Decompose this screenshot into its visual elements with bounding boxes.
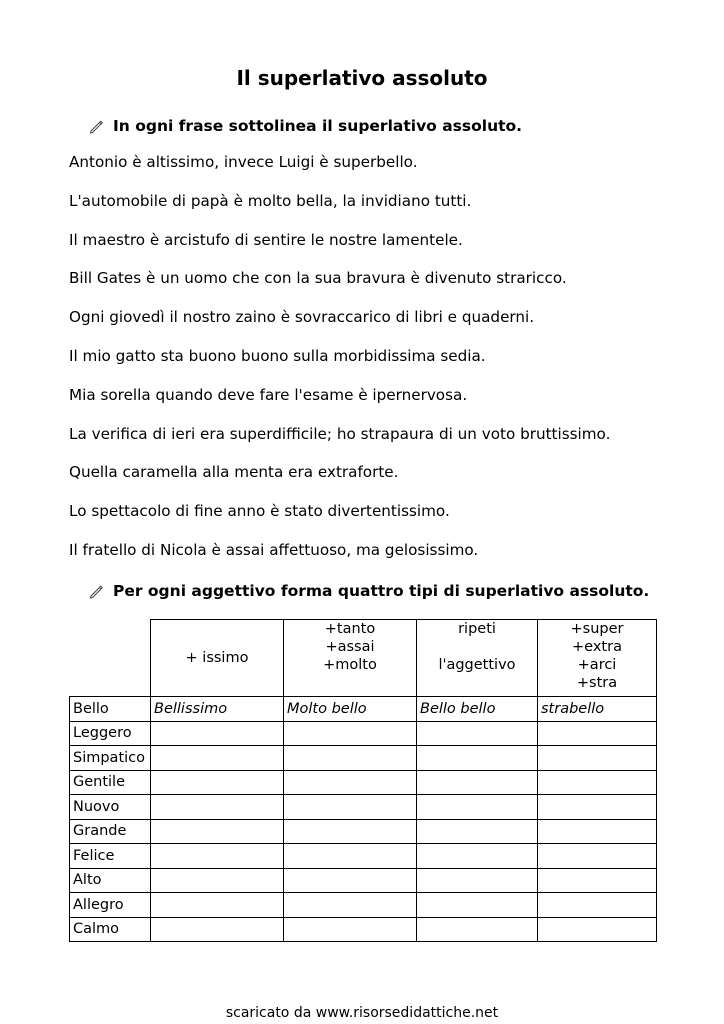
super-cell[interactable] — [538, 770, 657, 795]
super-cell[interactable] — [538, 917, 657, 942]
sentence-list — [69, 152, 610, 579]
adjective-cell: Gentile — [70, 770, 151, 795]
tanto-cell[interactable] — [284, 746, 417, 771]
issimo-cell[interactable] — [151, 819, 284, 844]
table-row — [70, 893, 657, 918]
table-header-row — [70, 620, 657, 697]
issimo-cell[interactable] — [151, 868, 284, 893]
sentence: Mia sorella quando deve fare l'esame è ipernervosa. — [69, 385, 468, 404]
adjective-cell: Simpatico — [70, 746, 151, 771]
instruction-text: In ogni frase sottolinea il superlativo assoluto. — [113, 117, 523, 135]
pencil-icon — [88, 583, 104, 599]
tanto-cell[interactable] — [284, 819, 417, 844]
header-super — [538, 620, 657, 697]
pencil-icon — [88, 118, 104, 134]
header-issimo-label: + issimo — [185, 650, 249, 666]
sentence: Il fratello di Nicola è assai affettuoso, ma gelosissimo. — [69, 540, 479, 559]
header-super-line: +extra — [572, 639, 622, 655]
table-row — [70, 844, 657, 869]
ripeti-cell[interactable] — [417, 868, 538, 893]
super-cell[interactable]: strabello — [538, 697, 657, 722]
super-cell[interactable] — [538, 819, 657, 844]
issimo-cell[interactable] — [151, 893, 284, 918]
ripeti-cell[interactable] — [417, 844, 538, 869]
instruction-text: Per ogni aggettivo forma quattro tipi di superlativo assoluto. — [113, 582, 650, 600]
issimo-cell[interactable] — [151, 917, 284, 942]
tanto-cell[interactable]: Molto bello — [284, 697, 417, 722]
instruction-underline — [88, 117, 522, 135]
header-tanto-line: +tanto — [324, 621, 376, 637]
ripeti-cell[interactable] — [417, 819, 538, 844]
sentence: Il mio gatto sta buono buono sulla morbidissima sedia. — [69, 346, 486, 365]
super-cell[interactable] — [538, 844, 657, 869]
adjective-cell: Felice — [70, 844, 151, 869]
tanto-cell[interactable] — [284, 721, 417, 746]
issimo-cell[interactable]: Bellissimo — [151, 697, 284, 722]
tanto-cell[interactable] — [284, 795, 417, 820]
issimo-cell[interactable] — [151, 770, 284, 795]
table-row — [70, 819, 657, 844]
sentence: Antonio è altissimo, invece Luigi è superbello. — [69, 153, 418, 171]
tanto-cell[interactable] — [284, 917, 417, 942]
tanto-cell[interactable] — [284, 770, 417, 795]
ripeti-cell[interactable] — [417, 795, 538, 820]
header-ripeti-line: ripeti — [458, 621, 496, 637]
adjective-cell: Grande — [70, 819, 151, 844]
ripeti-cell[interactable] — [417, 721, 538, 746]
table-row — [70, 697, 657, 722]
table-row — [70, 795, 657, 820]
super-cell[interactable] — [538, 746, 657, 771]
sentence: Lo spettacolo di fine anno è stato divertentissimo. — [69, 502, 450, 521]
adjective-cell: Nuovo — [70, 795, 151, 820]
adjective-cell: Leggero — [70, 721, 151, 746]
sentence: Il maestro è arcistufo di sentire le nostre lamentele. — [69, 230, 463, 249]
adjective-cell: Calmo — [70, 917, 151, 942]
header-super-line: +super — [570, 621, 624, 637]
sentence: Bill Gates è un uomo che con la sua bravura è divenuto straricco. — [69, 269, 567, 288]
sentence: L'automobile di papà è molto bella, la invidiano tutti. — [69, 191, 472, 210]
header-super-line: +arci — [577, 657, 617, 673]
ripeti-cell[interactable] — [417, 770, 538, 795]
tanto-cell[interactable] — [284, 844, 417, 869]
sentence: Quella caramella alla menta era extraforte. — [69, 463, 399, 482]
issimo-cell[interactable] — [151, 746, 284, 771]
ripeti-cell[interactable]: Bello bello — [417, 697, 538, 722]
super-cell[interactable] — [538, 893, 657, 918]
table-row — [70, 868, 657, 893]
issimo-cell[interactable] — [151, 721, 284, 746]
super-cell[interactable] — [538, 795, 657, 820]
table-row — [70, 770, 657, 795]
ripeti-cell[interactable] — [417, 893, 538, 918]
super-cell[interactable] — [538, 721, 657, 746]
header-tanto-line: +assai — [325, 639, 375, 655]
sentence: La verifica di ieri era superdifficile; ho strapaura di un voto bruttissimo. — [69, 424, 611, 443]
header-tanto-line: +molto — [323, 657, 377, 673]
footer-source: scaricato da www.risorsedidattiche.net — [225, 1005, 499, 1021]
table-row — [70, 746, 657, 771]
adjective-cell: Bello — [70, 697, 151, 722]
header-tanto — [284, 620, 417, 697]
header-blank-cell — [70, 620, 151, 697]
table-row — [70, 917, 657, 942]
header-issimo — [151, 620, 284, 697]
ripeti-cell[interactable] — [417, 746, 538, 771]
tanto-cell[interactable] — [284, 868, 417, 893]
instruction-superlative — [88, 582, 649, 600]
page-title: Il superlativo assoluto — [236, 66, 488, 90]
issimo-cell[interactable] — [151, 795, 284, 820]
super-cell[interactable] — [538, 868, 657, 893]
sentence: Ogni giovedì il nostro zaino è sovraccarico di libri e quaderni. — [69, 308, 535, 327]
adjective-cell: Allegro — [70, 893, 151, 918]
header-super-line: +stra — [576, 675, 618, 691]
ripeti-cell[interactable] — [417, 917, 538, 942]
header-ripeti — [417, 620, 538, 697]
adjective-cell: Alto — [70, 868, 151, 893]
issimo-cell[interactable] — [151, 844, 284, 869]
header-ripeti-line: l'aggettivo — [438, 657, 516, 673]
tanto-cell[interactable] — [284, 893, 417, 918]
superlative-table — [69, 619, 657, 942]
table-row — [70, 721, 657, 746]
